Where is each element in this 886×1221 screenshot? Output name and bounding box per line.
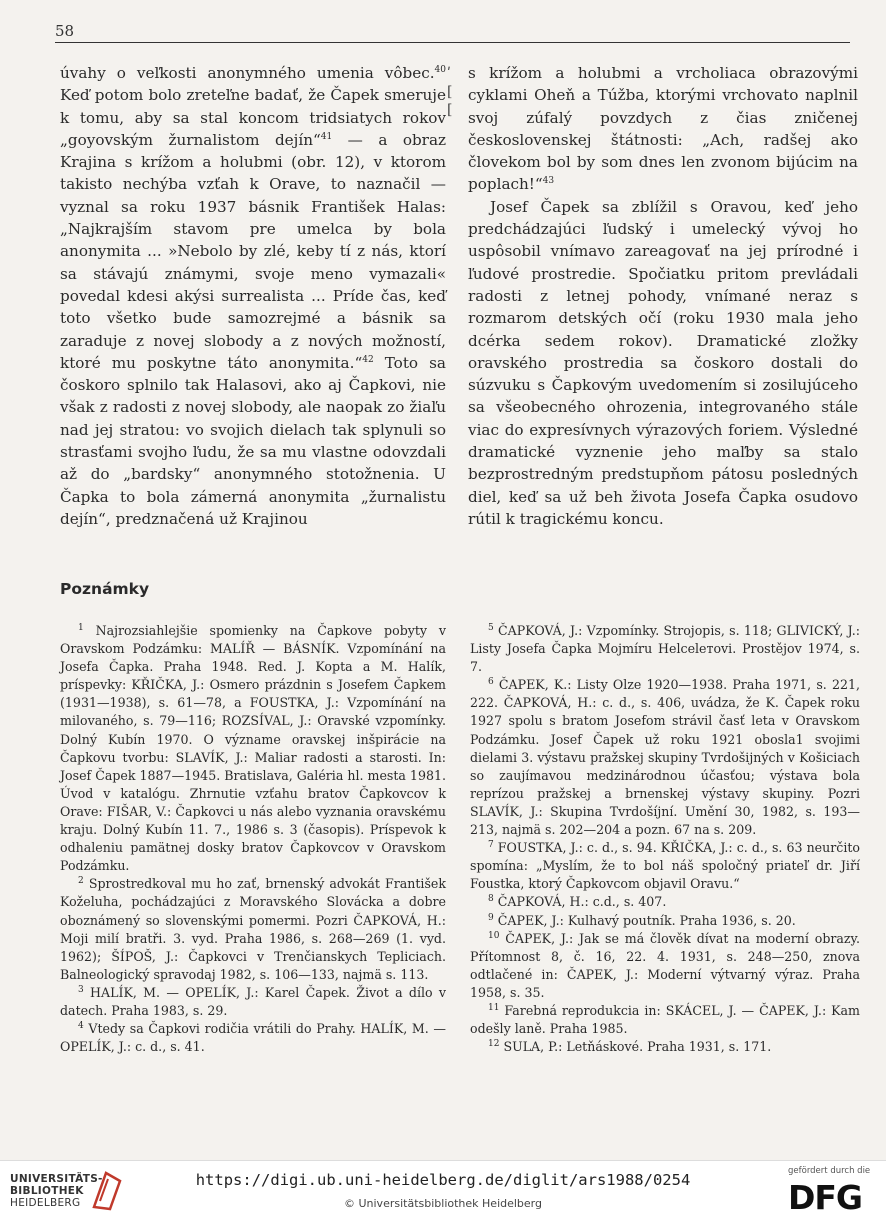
footnote-text: ČAPKOVÁ, J.: Vzpomínky. Strojopis, s. 118; GLIVICKÝ, J.: Listy Josefa Čapka Mojmíru Helcelетovi. Prostějov 1974, s. 7.	[470, 623, 860, 675]
notes-column-left	[60, 622, 446, 1056]
footnote	[470, 930, 860, 1002]
dfg-funding-label: gefördert durch die	[788, 1166, 871, 1176]
footnote-number: 10	[488, 930, 500, 941]
footnote-ref[interactable]: 42	[362, 354, 374, 365]
footnote-text: ČAPEK, J.: Kulhavý poutník. Praha 1936, s. 20.	[493, 912, 796, 928]
footer-url-link[interactable]: https://digi.ub.uni-heidelberg.de/diglit/ars1988/0254	[195, 1171, 691, 1189]
notes-heading: Poznámky	[60, 580, 150, 598]
footnote-text: ČAPEK, K.: Listy Olze 1920—1938. Praha 1971, s. 221, 222. ČAPKOVÁ, H.: c. d., s. 406, uvádza, že K. Čapek roku 1927 spolu s bratom Josefom strávil časť leta v Oravskom Podzámku. Josef Čapek už roku 1921 obosla1 svojimi dielami 3. výstavu pražskej skupiny Tvrdošijných v Košiciach so zaujímavou medzinárodnou účasťou; výstava bola reprízou pražskej a brnenskej výstavy skupiny. Pozri SLAVÍK, J.: Skupina Tvrdošíjní. Umění 30, 1982, s. 193—213, najmä s. 202—204 a pozn. 67 na s. 209.	[470, 677, 860, 838]
footnote-ref[interactable]: 41	[320, 131, 333, 142]
footnote-text: Vtedy sa Čapkovi rodičia vrátili do Prahy. HALÍK, M. — OPELÍK, J.: c. d., s. 41.	[60, 1021, 446, 1055]
top-rule	[55, 42, 850, 43]
footnote-ref[interactable]: 43	[542, 176, 555, 187]
footnote	[470, 912, 860, 930]
margin-mark: ʹ [ [	[447, 66, 453, 118]
footnote-number: 3	[78, 984, 84, 995]
body-paragraph	[60, 62, 446, 530]
library-line-3: HEIDELBERG	[10, 1197, 81, 1209]
footnote	[470, 1002, 860, 1038]
footnote	[60, 875, 446, 984]
footnote-number: 11	[488, 1002, 500, 1013]
footnote	[470, 1038, 860, 1056]
footnote	[470, 676, 860, 839]
footer-copyright: © Universitätsbibliothek Heidelberg	[343, 1197, 542, 1210]
page-number: 58	[55, 22, 75, 40]
footnote-text: Najrozsiahlejšie spomienky na Čapkove pobyty v Oravskom Podzámku: MALÍŘ — BÁSNÍK. Vzpomínání na Josefa Čapka. Praha 1948. Red. J. Kopta a M. Halík, príspevky: KŘIČKA, J.: Osmero prázdnin s Josefem Čapkem (1931—1938), s. 61—78, a FOUSTKA, J.: Vzpomínání na milovaného, s. 79—116; ROZSÍVAL, J.: Oravské vzpomínky. Dolný Kubín 1970. O význame oravskej inšpirácie na Čapkovu tvorbu: SLAVÍK, J.: Maliar radosti a starosti. In: Josef Čapek 1887—1945. Bratislava, Galéria hl. mesta 1981. Úvod v katalógu. Zhrnutie vzťahu bratov Čapkovcov k Orave: FIŠAR, V.: Čapkovci u nás alebo vyznania oravskému kraju. Dolný Kubín 11. 7., 1986 s. 3 (časopis). Príspevok k odhaleniu pamätnej dosky bratov Čapkovcov v Oravskom Podzámku.	[60, 623, 446, 874]
library-line-1: UNIVERSITÄTS-	[10, 1173, 103, 1185]
footnote	[470, 622, 860, 676]
body-paragraph	[468, 62, 858, 196]
footnote-number: 12	[488, 1038, 500, 1049]
body-text: — a obraz Krajina s krížom a holubmi (obr. 12), v ktorom takisto nechýba vzťah k Orave, to naznačil — vyznal sa roku 1937 básnik František Halas: „Najkrajším stavom pre umelca by bola anonymita ... »Nebolo by zlé, keby tí z nás, ktorí sa stávajú známymi, svoje meno vymazali« povedal kdesi akýsi surrealista ... Príde čas, keď toto všetko bude samozrejmé a básnik sa zaraduje z novej slobody a z nových možností, ktoré mu poskytne táto anonymita.“	[60, 130, 446, 372]
footnote-text: FOUSTKA, J.: c. d., s. 94. KŘIČKA, J.: c. d., s. 63 neurčito spomína: „Myslím, že to bol náš spoločný priateľ dr. Jiří Foustka, ktorý Čapkovcom objavil Oravu.“	[470, 840, 860, 892]
footnote-text: SULA, P.: Letňáskové. Praha 1931, s. 171.	[499, 1039, 772, 1055]
footnote-number: 1	[78, 622, 84, 633]
footnote-number: 9	[488, 912, 494, 923]
footer-bar	[0, 1160, 886, 1221]
footnote	[470, 839, 860, 893]
body-text: s krížom a holubmi a vrcholiaca obrazovými cyklami Oheň a Túžba, ktorými vrchovato naplnil svoj zúfalý povzdych z čias zničenej československej štátnosti: „Ach, radšej ako človekom bol by som dnes len zvonom bijúcim na poplach!“	[468, 64, 858, 194]
notes-column-right	[470, 622, 860, 1056]
footnote	[60, 622, 446, 875]
dfg-logo: DFG	[788, 1178, 863, 1217]
footnote-number: 7	[488, 839, 494, 850]
footnote-text: ČAPEK, J.: Jak se má člověk dívat na moderní obrazy. Přítomnost 8, č. 16, 22. 4. 1931, s. 248—250, znova odtlačené in: ČAPEK, J.: Moderní výtvarný výraz. Praha 1958, s. 35.	[470, 930, 860, 1000]
footnote-number: 5	[488, 622, 494, 633]
footnote-number: 8	[488, 894, 494, 905]
footnote-number: 2	[78, 876, 84, 887]
body-paragraph	[468, 196, 858, 530]
body-column-right	[468, 62, 858, 530]
body-text: úvahy o veľkosti anonymného umenia vôbec.	[60, 64, 435, 82]
footnote-text: HALÍK, M. — OPELÍK, J.: Karel Čapek. Život a dílo v datech. Praha 1983, s. 29.	[60, 984, 446, 1018]
footnote-number: 6	[488, 677, 494, 688]
footnote	[470, 893, 860, 911]
footnote	[60, 1020, 446, 1056]
footnote-number: 4	[78, 1020, 84, 1031]
footnote-text: Farebná reprodukcia in: SKÁCEL, J. — ČAPEK, J.: Kam odešly laně. Praha 1985.	[470, 1002, 860, 1037]
footnote-ref[interactable]: 40	[434, 64, 446, 75]
footnote	[60, 984, 446, 1020]
body-column-left	[60, 62, 446, 530]
body-text: Toto sa čoskoro splnilo tak Halasovi, ako aj Čapkovi, nie však z radosti z novej slobody, ale naopak zo žiaľu nad jej stratou: vo svojich dielach tak splynuli so strasťami svojho ľudu, že sa mu vlastne odovzdali až do „bardsky“ anonymného stotožnenia. U Čapka to bola zámerná anonymita „žurnalistu dejín“, predznačená už Krajinou	[60, 353, 446, 528]
library-line-2: BIBLIOTHEK	[10, 1185, 84, 1197]
footnote-text: ČAPKOVÁ, H.: c.d., s. 407.	[493, 894, 667, 910]
footnote-text: Sprostredkoval mu ho zať, brnenský advokát František Koželuha, pochádzajúci z Moravského Slovácka a dobre oboznámený so slovenskými pomermi. Pozri ČAPKOVÁ, H.: Moji milí bratři. 3. vyd. Praha 1986, s. 268—269 (1. vyd. 1962); ŠÍPOŠ, J.: Čapkovci v Trenčianskych Tepliciach. Balneologický spravodaj 1982, s. 106—133, najmä s. 113.	[60, 876, 446, 982]
body-text: Keď potom bolo zreteľne badať, že Čapek smeruje k tomu, aby sa stal koncom tridsiatych rokov „goyovským žurnalistom dejín“	[60, 86, 446, 149]
body-text: Josef Čapek sa zblížil s Oravou, keď jeho predchádzajúci ľudský i umelecký vývoj ho uspôsobil vnímavo zareagovať na jej prírodné i ľudové prostredie. Spočiatku pritom prevládali radosti z letnej pohody, vnímané neraz s rozmarom detských očí (roku 1930 mala jeho dcérka sedem rokov). Dramatické zložky oravského prostredia sa čoskoro dostali do súzvuku s Čapkovým uvedomením si zosilujúceho sa všeobecného ohrozenia, integrovaného stále viac do expresívnych výrazových foriem. Výsledné dramatické vyznenie jeho maľby sa stalo bezprostredným predstupňom pátosu posledných diel, keď sa už beh života Josefa Čapka osudovo rútil k tragickému koncu.	[468, 197, 858, 528]
